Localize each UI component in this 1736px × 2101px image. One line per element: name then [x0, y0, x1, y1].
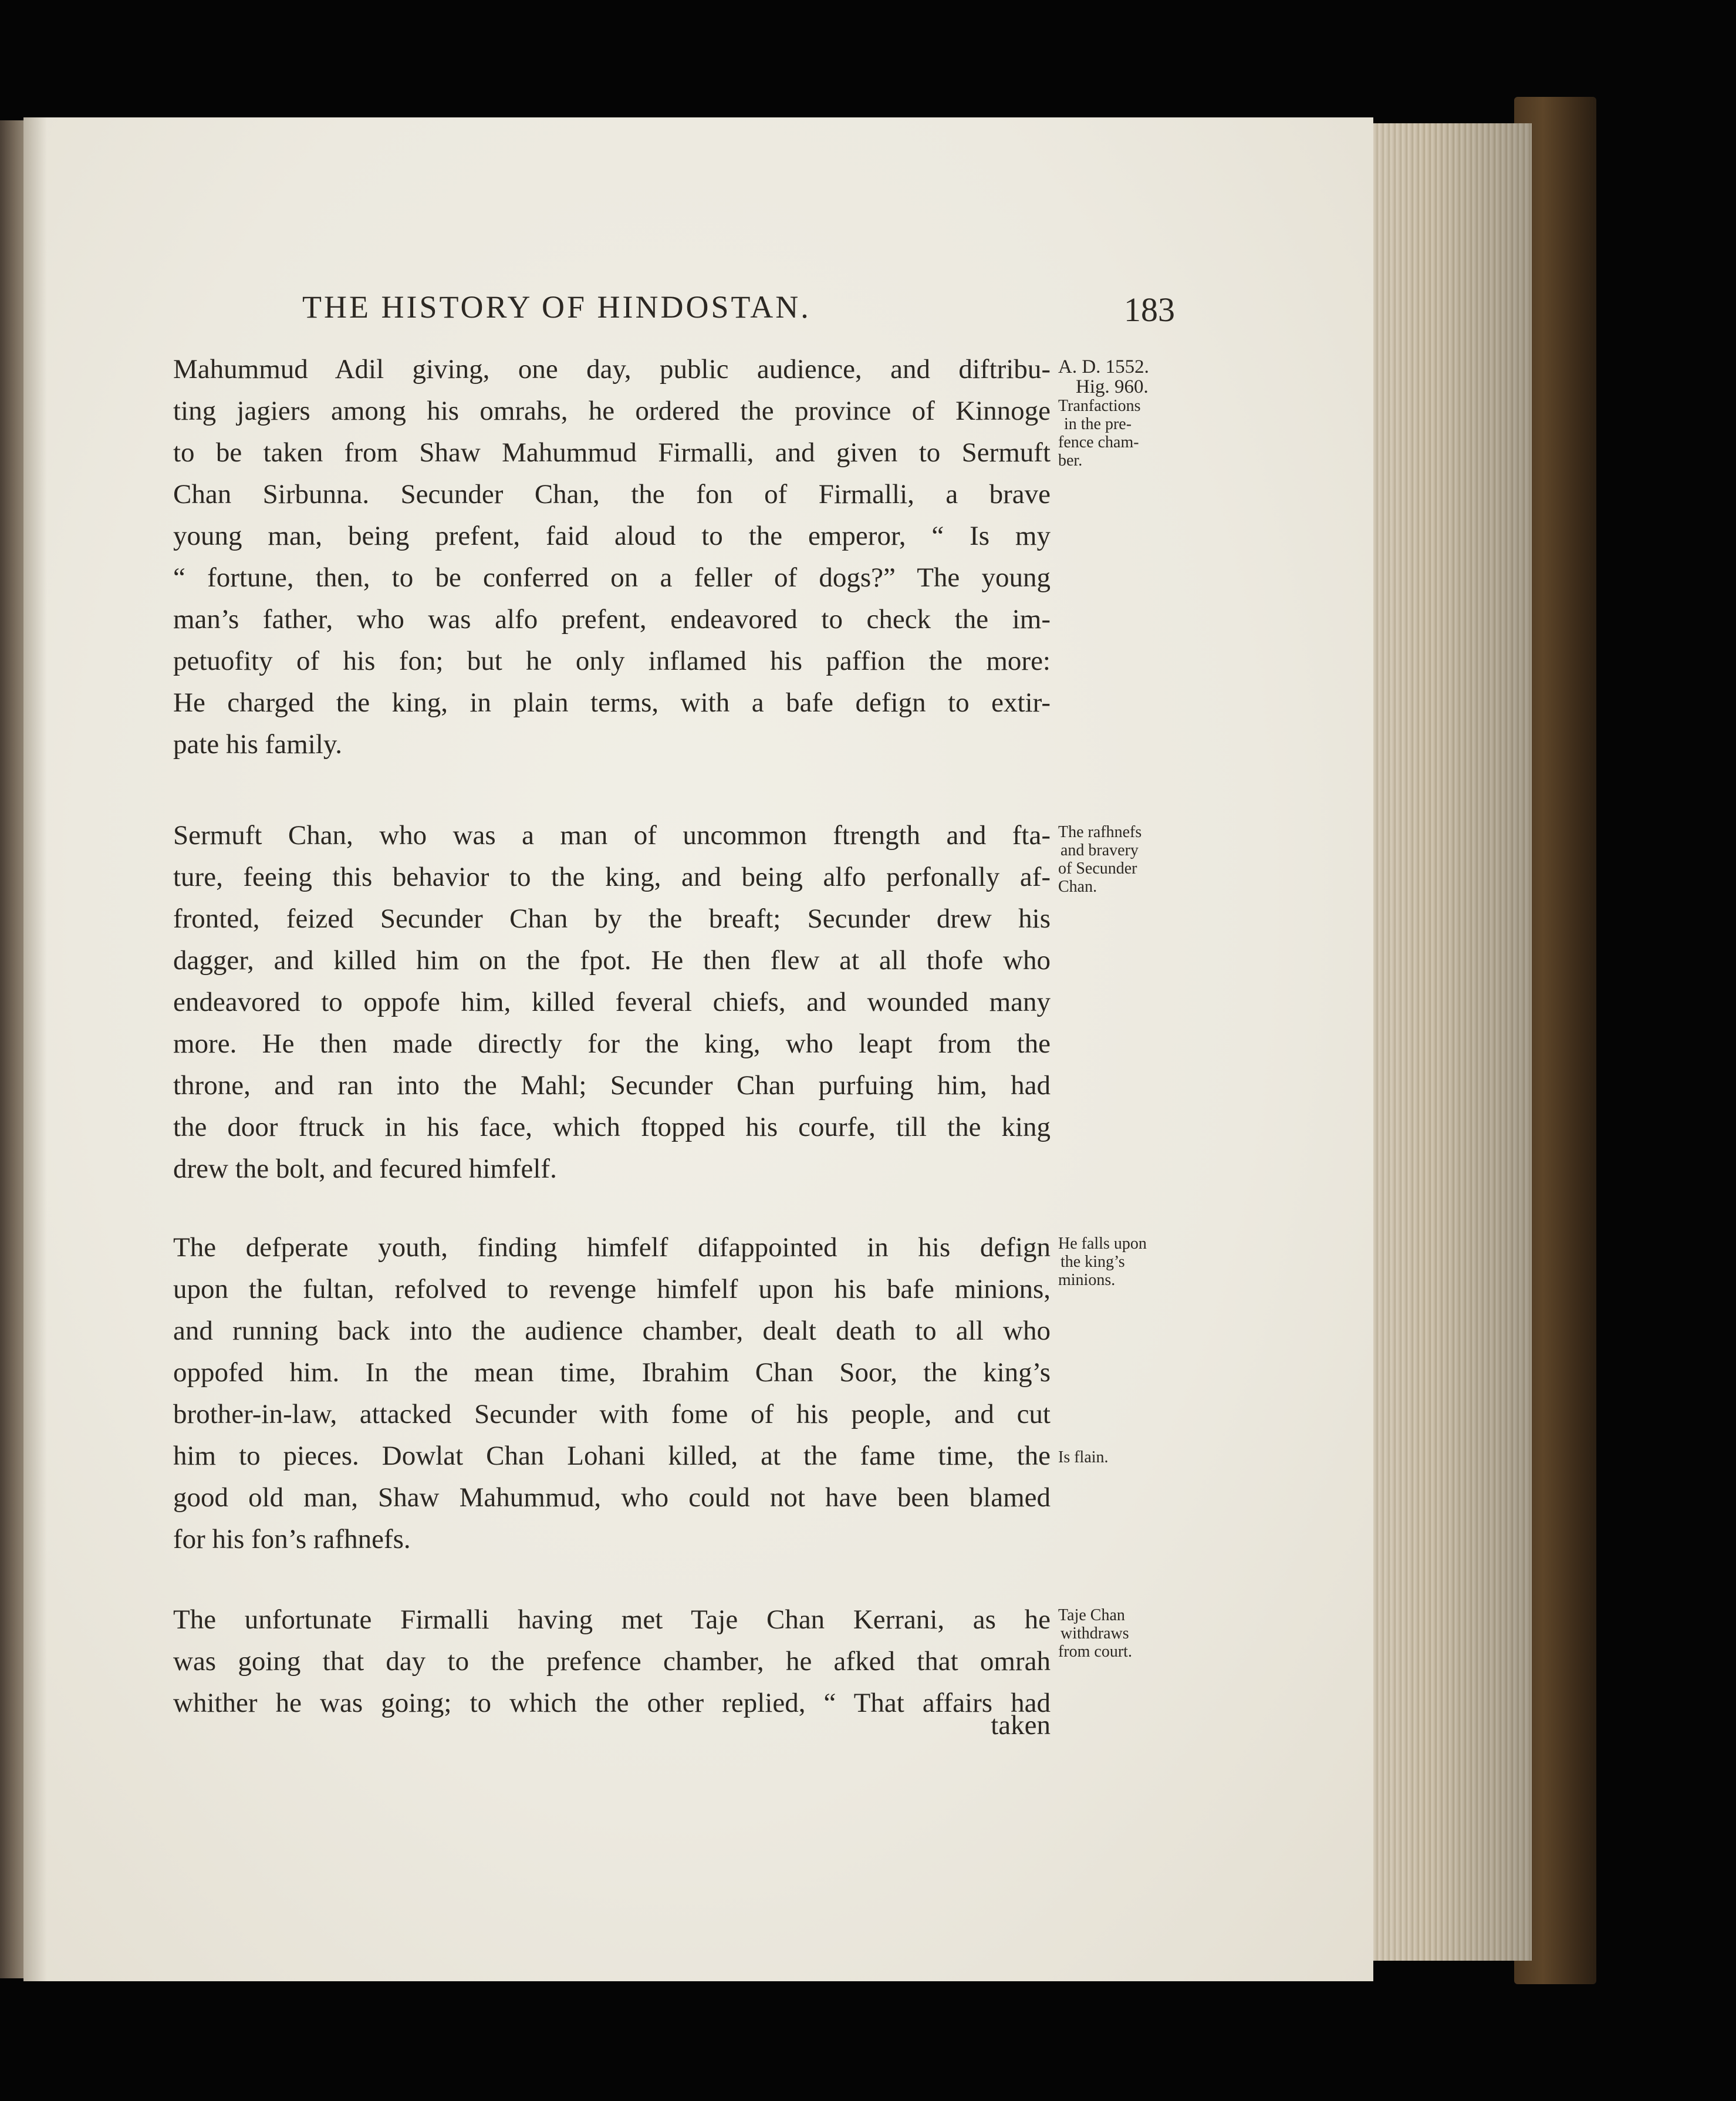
text-line: throne, and ran into the Mahl; Secunder Chan purfuing him, had	[173, 1070, 1051, 1101]
text-line: more. He then made directly for the king, who leapt from the	[173, 1028, 1051, 1059]
text-line: Mahummud Adil giving, one day, public audience, and diftribu-	[173, 354, 1051, 385]
text-line: man’s father, who was alfo prefent, endeavored to check the im-	[173, 604, 1051, 635]
margin-note-line: Hig. 960.	[1076, 376, 1149, 397]
margin-note-line: ber.	[1058, 451, 1083, 470]
text-line: ture, feeing this behavior to the king, and being alfo perfonally af-	[173, 862, 1051, 892]
margin-note-line: Taje Chan	[1058, 1606, 1125, 1624]
text-line: was going that day to the prefence chamber, he afked that omrah	[173, 1646, 1051, 1677]
margin-note-line: and bravery	[1060, 841, 1139, 859]
catchword: taken	[991, 1710, 1051, 1741]
margin-note-line: of Secunder	[1058, 859, 1137, 878]
margin-note-line: fence cham-	[1058, 433, 1139, 451]
running-head: THE HISTORY OF HINDOSTAN.	[302, 289, 811, 325]
margin-note-line: The rafhnefs	[1058, 823, 1142, 841]
margin-note-line: from court.	[1058, 1643, 1132, 1661]
margin-note-line: in the pre-	[1064, 415, 1132, 433]
margin-note-line: Tranfactions	[1058, 397, 1141, 415]
text-line: fronted, feized Secunder Chan by the breaft; Secunder drew his	[173, 903, 1051, 934]
margin-note-line: the king’s	[1060, 1253, 1125, 1271]
margin-note-1	[1058, 357, 1196, 470]
paragraph-2	[173, 815, 1051, 1190]
text-line: the door ftruck in his face, which ftopped his courfe, till the king	[173, 1112, 1051, 1142]
text-line: good old man, Shaw Mahummud, who could not have been blamed	[173, 1482, 1051, 1513]
margin-note-4	[1058, 1448, 1196, 1466]
text-line: He charged the king, in plain terms, with a bafe defign to extir-	[173, 687, 1051, 718]
text-line: oppofed him. In the mean time, Ibrahim Chan Soor, the king’s	[173, 1357, 1051, 1388]
text-line: brother-in-law, attacked Secunder with fome of his people, and cut	[173, 1399, 1051, 1429]
page-fore-edge-shade	[1362, 123, 1532, 1961]
text-line: him to pieces. Dowlat Chan Lohani killed, at the fame time, the	[173, 1441, 1051, 1471]
text-line: endeavored to oppofe him, killed feveral chiefs, and wounded many	[173, 987, 1051, 1017]
text-line: whither he was going; to which the other replied, “ That affairs had	[173, 1688, 1051, 1718]
text-line: The unfortunate Firmalli having met Taje Chan Kerrani, as he	[173, 1604, 1051, 1635]
margin-note-line: He falls upon	[1058, 1235, 1147, 1253]
paragraph-1	[173, 349, 1051, 765]
text-line: petuofity of his fon; but he only inflamed his paffion the more:	[173, 646, 1051, 676]
text-line: and running back into the audience chamber, dealt death to all who	[173, 1316, 1051, 1346]
text-line: The defperate youth, finding himfelf difappointed in his defign	[173, 1232, 1051, 1263]
text-line: ting jagiers among his omrahs, he ordered the province of Kinnoge	[173, 396, 1051, 426]
text-line: to be taken from Shaw Mahummud Firmalli, and given to Sermuft	[173, 437, 1051, 468]
margin-note-line: A. D. 1552.	[1058, 356, 1149, 377]
page-number: 183	[1124, 291, 1175, 329]
page-gutter-shadow	[23, 117, 47, 1981]
margin-note-2	[1058, 823, 1196, 896]
text-line: “ fortune, then, to be conferred on a feller of dogs?” The young	[173, 562, 1051, 593]
margin-note-line: Is flain.	[1058, 1448, 1109, 1466]
paragraph-3	[173, 1227, 1051, 1560]
paragraph-4	[173, 1599, 1051, 1724]
margin-note-5	[1058, 1606, 1196, 1661]
text-line: upon the fultan, refolved to revenge himfelf upon his bafe minions,	[173, 1274, 1051, 1304]
text-line: young man, being prefent, faid aloud to the emperor, “ Is my	[173, 521, 1051, 551]
text-line: Sermuft Chan, who was a man of uncommon ftrength and fta-	[173, 820, 1051, 851]
text-line: for his fon’s rafhnefs.	[173, 1524, 411, 1554]
text-line: dagger, and killed him on the fpot. He then flew at all thofe who	[173, 945, 1051, 976]
margin-note-line: Chan.	[1058, 878, 1097, 896]
text-line: pate his family.	[173, 729, 343, 760]
margin-note-line: minions.	[1058, 1271, 1116, 1289]
margin-note-3	[1058, 1235, 1196, 1289]
text-line: drew the bolt, and fecured himfelf.	[173, 1154, 557, 1184]
margin-note-line: withdraws	[1060, 1624, 1129, 1643]
text-line: Chan Sirbunna. Secunder Chan, the fon of Firmalli, a brave	[173, 479, 1051, 510]
